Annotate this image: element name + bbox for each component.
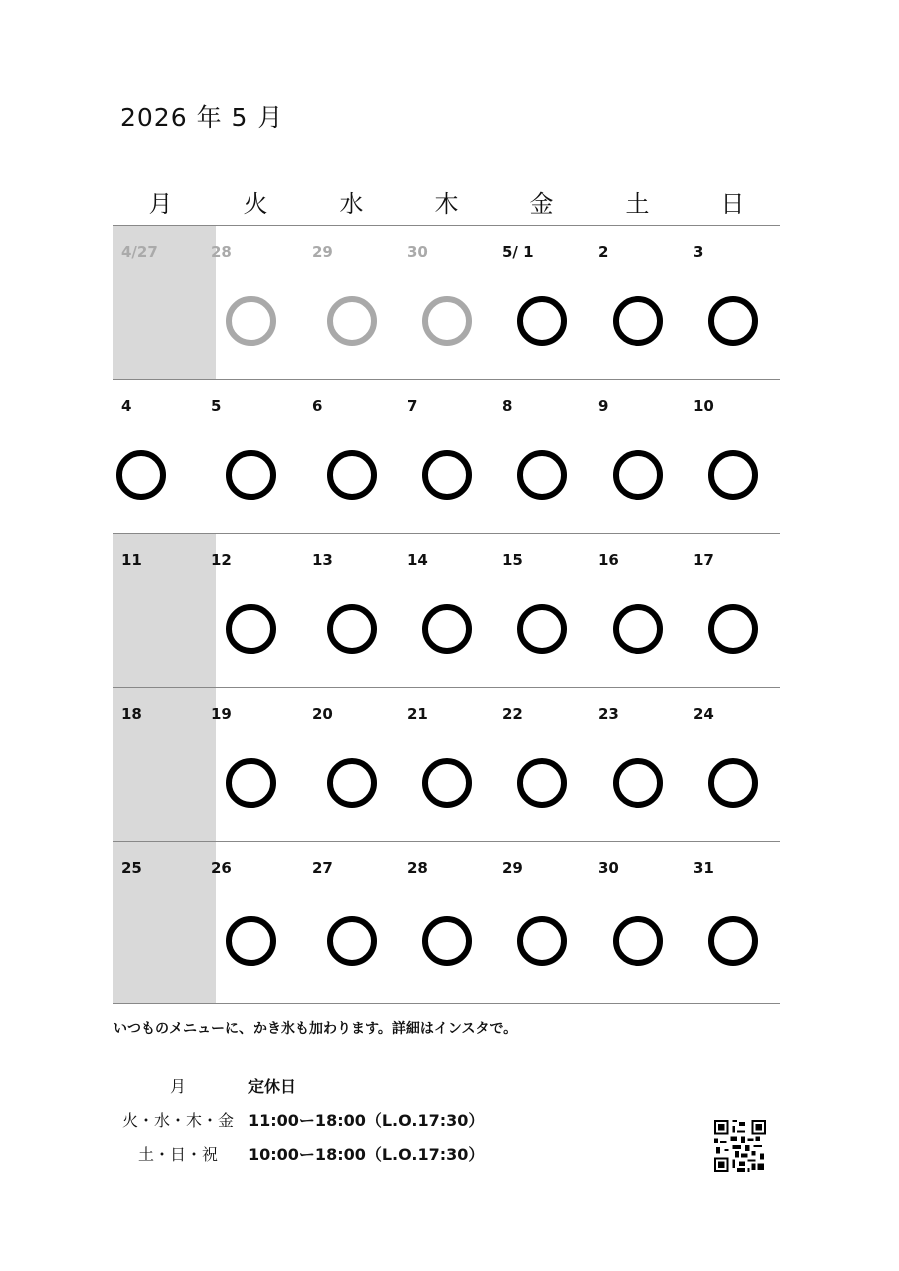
weekday-label: 木 [434,190,459,218]
hours-value: 11:00ー18:00（L.O.17:30） [248,1111,485,1130]
open-mark-icon [708,758,758,808]
page-title: 2026 年 5 月 [120,103,284,132]
hours-value: 定休日 [248,1077,297,1096]
day-number: 22 [502,705,523,723]
calendar-day [399,688,494,840]
day-number: 28 [211,243,232,261]
calendar-day [304,534,399,686]
open-mark-icon [226,604,276,654]
weekday-header [113,184,780,220]
open-mark-icon [422,916,472,966]
open-mark-icon [708,916,758,966]
weekday-label: 土 [625,190,650,218]
day-number: 27 [312,859,333,877]
calendar-day [494,534,589,686]
calendar-day [208,842,303,994]
calendar-day [113,688,208,840]
day-number: 9 [598,397,609,415]
day-number: 4/27 [121,243,158,261]
open-mark-icon [708,450,758,500]
calendar-day [399,226,494,378]
day-number: 8 [502,397,513,415]
weekday-label: 金 [529,190,554,218]
day-number: 30 [598,859,619,877]
calendar-day [494,688,589,840]
day-number: 3 [693,243,704,261]
calendar-day [685,688,780,840]
day-number: 10 [693,397,714,415]
calendar-day [304,380,399,532]
hours-value: 10:00ー18:00（L.O.17:30） [248,1145,485,1164]
day-number: 31 [693,859,714,877]
open-mark-icon [422,604,472,654]
calendar-day [113,534,208,686]
calendar-day [399,842,494,994]
day-number: 20 [312,705,333,723]
open-mark-icon [327,758,377,808]
calendar-day [590,688,685,840]
day-number: 24 [693,705,714,723]
day-number: 11 [121,551,142,569]
open-mark-icon [327,604,377,654]
open-mark-icon [613,916,663,966]
day-number: 23 [598,705,619,723]
calendar-day [494,226,589,378]
calendar-day [494,842,589,994]
calendar-day [208,534,303,686]
calendar-day [113,226,208,378]
open-mark-icon [116,450,166,500]
day-number: 18 [121,705,142,723]
day-number: 15 [502,551,523,569]
weekday-label: 日 [720,190,745,218]
open-mark-icon [517,916,567,966]
day-number: 14 [407,551,428,569]
calendar-day [304,688,399,840]
qr-code [714,1120,766,1172]
open-mark-icon [708,604,758,654]
calendar-day [399,380,494,532]
day-number: 29 [502,859,523,877]
weekday-label: 水 [339,190,364,218]
open-mark-icon [517,450,567,500]
day-number: 28 [407,859,428,877]
open-mark-icon [708,296,758,346]
day-number: 12 [211,551,232,569]
open-mark-icon [422,758,472,808]
open-mark-icon [327,450,377,500]
hours-days: 月 [169,1077,186,1096]
open-mark-icon [517,604,567,654]
calendar-day [590,226,685,378]
day-number: 16 [598,551,619,569]
open-mark-icon [613,450,663,500]
day-number: 2 [598,243,609,261]
calendar-day [590,380,685,532]
calendar-day [113,380,208,532]
open-mark-icon [613,296,663,346]
open-mark-icon [226,450,276,500]
calendar-day [399,534,494,686]
calendar-day [590,534,685,686]
calendar-grid [113,226,780,1004]
hours-days: 火・水・木・金 [121,1111,234,1130]
day-number: 6 [312,397,323,415]
calendar-day [304,226,399,378]
open-mark-icon [613,758,663,808]
grid-line [113,1003,780,1004]
open-mark-icon [613,604,663,654]
calendar-day [113,842,208,994]
day-number: 25 [121,859,142,877]
calendar-day [590,842,685,994]
day-number: 4 [121,397,132,415]
open-mark-icon [226,916,276,966]
day-number: 7 [407,397,418,415]
hours-days: 土・日・祝 [137,1145,218,1164]
day-number: 29 [312,243,333,261]
calendar-day [685,226,780,378]
calendar-day [494,380,589,532]
open-mark-icon [517,296,567,346]
day-number: 17 [693,551,714,569]
weekday-label: 火 [243,190,268,218]
day-number: 5/ 1 [502,243,534,261]
weekday-label: 月 [148,190,173,218]
open-mark-icon [422,296,472,346]
open-mark-icon [422,450,472,500]
day-number: 26 [211,859,232,877]
calendar-day [685,534,780,686]
open-mark-icon [327,296,377,346]
calendar-day [685,842,780,994]
day-number: 30 [407,243,428,261]
day-number: 19 [211,705,232,723]
open-mark-icon [226,296,276,346]
open-mark-icon [517,758,567,808]
menu-note: いつものメニューに、かき氷も加わります。詳細はインスタで。 [113,1021,518,1037]
open-mark-icon [327,916,377,966]
day-number: 21 [407,705,428,723]
calendar-day [685,380,780,532]
calendar-day [208,380,303,532]
calendar-day [208,226,303,378]
day-number: 13 [312,551,333,569]
calendar-day [208,688,303,840]
open-mark-icon [226,758,276,808]
calendar-day [304,842,399,994]
day-number: 5 [211,397,222,415]
